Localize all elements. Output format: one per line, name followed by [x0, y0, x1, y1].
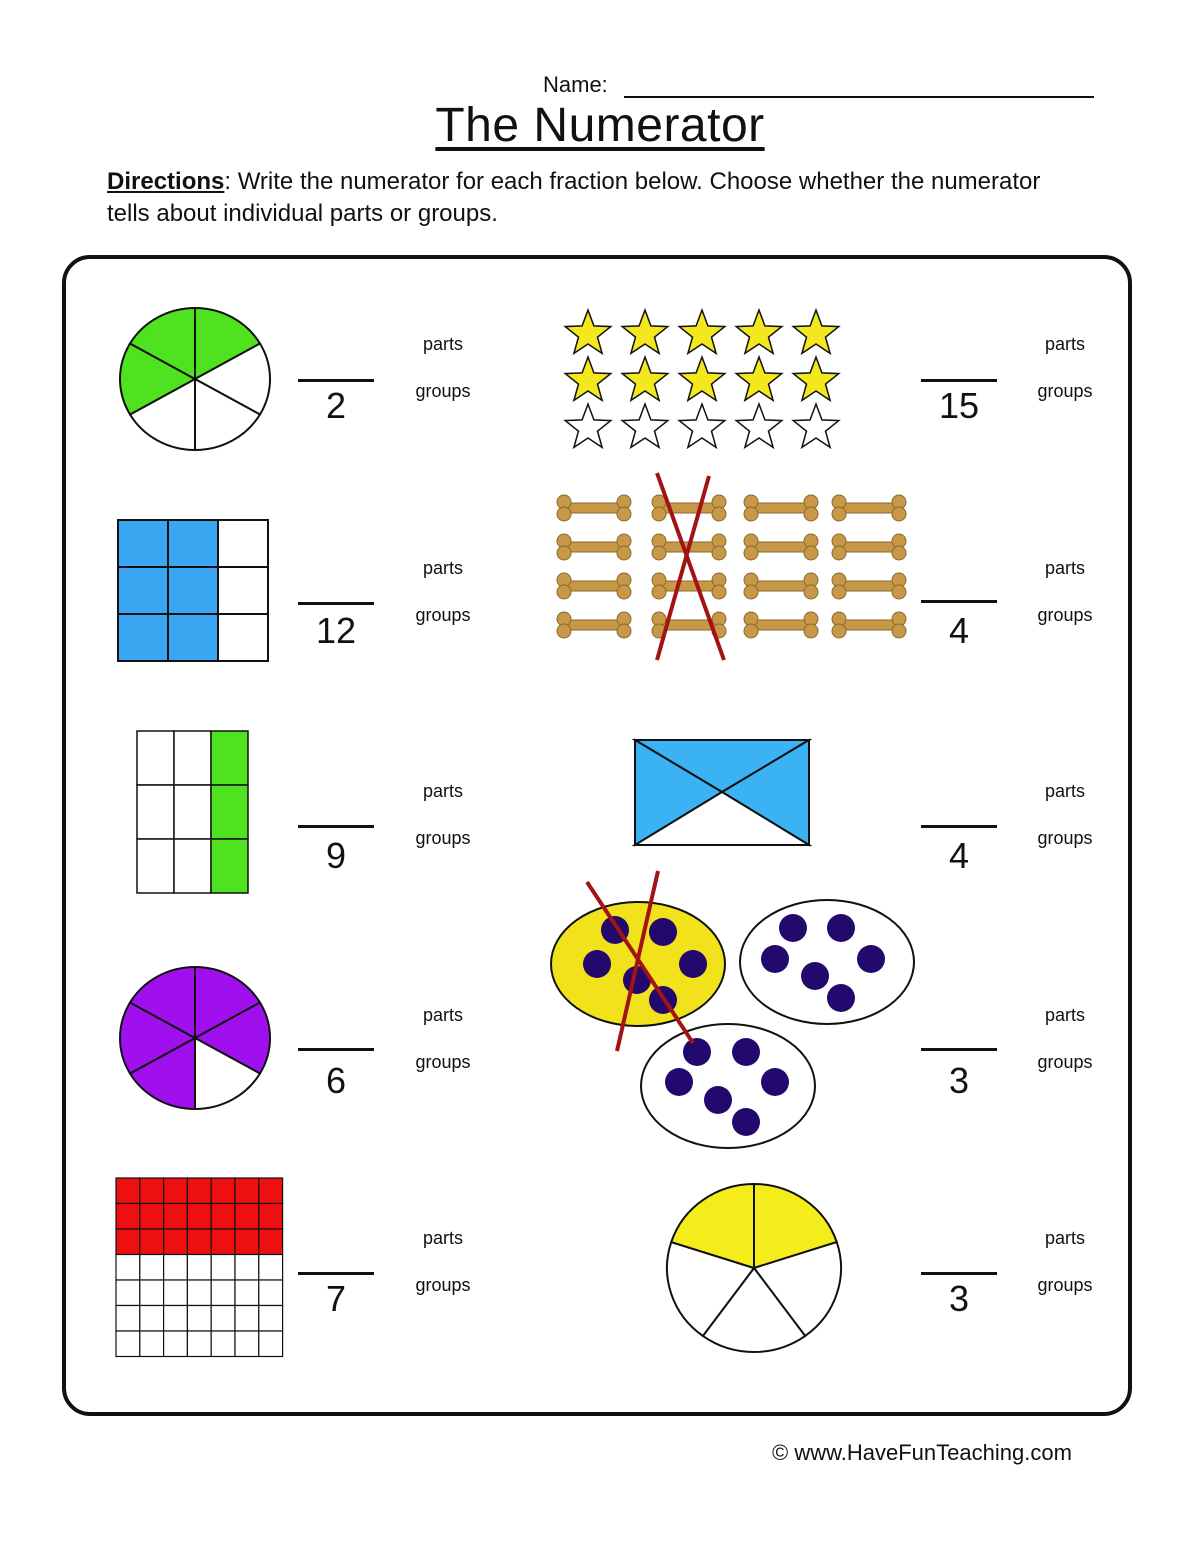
choice-groups[interactable]: groups [1037, 1275, 1093, 1295]
star [793, 310, 839, 353]
grid-cell [259, 1229, 283, 1255]
bones-figure [552, 468, 917, 668]
grid-cell [211, 1331, 235, 1357]
choice-groups[interactable]: groups [1037, 605, 1093, 625]
star [736, 310, 782, 353]
grid-cell [235, 1331, 259, 1357]
circle-fraction-figure [115, 962, 275, 1114]
grid-cell [140, 1229, 164, 1255]
grid-cell [211, 731, 248, 785]
grid-cell [211, 1306, 235, 1332]
numerator-blank[interactable] [298, 1272, 374, 1275]
dot [649, 918, 677, 946]
star [565, 404, 611, 447]
triangles-figure [632, 737, 812, 849]
choice-groups[interactable]: groups [415, 381, 471, 401]
grid-cell [137, 839, 174, 893]
star [622, 404, 668, 447]
circle-fraction-figure [115, 303, 275, 455]
grid-cell [235, 1280, 259, 1306]
grid-cell [164, 1306, 188, 1332]
denominator: 9 [325, 835, 347, 876]
denominator: 3 [948, 1060, 970, 1101]
grid-cell [116, 1204, 140, 1230]
grid-cell [140, 1255, 164, 1281]
bone [832, 573, 906, 599]
grid-cell [140, 1204, 164, 1230]
grid-cell [211, 1204, 235, 1230]
numerator-blank[interactable] [298, 825, 374, 828]
page-title: The Numerator [435, 99, 765, 152]
numerator-blank[interactable] [298, 602, 374, 605]
numerator-blank[interactable] [921, 379, 997, 382]
bone [557, 612, 631, 638]
grid-cell [140, 1280, 164, 1306]
grid-cell [174, 785, 211, 839]
grid-cell [140, 1331, 164, 1357]
copyright-footer: © www.HaveFunTeaching.com [772, 1440, 1072, 1465]
bone [652, 495, 726, 521]
dot [827, 914, 855, 942]
numerator-blank[interactable] [921, 1048, 997, 1051]
grid-cell [218, 614, 268, 661]
grid-cell [116, 1178, 140, 1204]
grid-cell [187, 1331, 211, 1357]
grid-cell [187, 1178, 211, 1204]
grid-cell [211, 1255, 235, 1281]
grid-cell [235, 1255, 259, 1281]
choice-parts[interactable]: parts [422, 558, 464, 578]
bone [832, 534, 906, 560]
dot [801, 962, 829, 990]
choice-groups[interactable]: groups [415, 1275, 471, 1295]
dot [761, 1068, 789, 1096]
choice-parts[interactable]: parts [422, 334, 464, 354]
directions-text: : Write the numerator for each fraction below. Choose whether the numerator tells about individual parts or groups. [107, 168, 1041, 227]
grid-cell [211, 839, 248, 893]
dot [732, 1038, 760, 1066]
choice-parts[interactable]: parts [1044, 1228, 1086, 1248]
grid-cell [211, 1229, 235, 1255]
grid-cell [187, 1280, 211, 1306]
star [736, 404, 782, 447]
grid-cell [164, 1280, 188, 1306]
star [565, 310, 611, 353]
denominator: 3 [948, 1278, 970, 1319]
grid-cell [164, 1229, 188, 1255]
bone [557, 534, 631, 560]
choice-parts[interactable]: parts [1044, 334, 1086, 354]
grid-cell [211, 785, 248, 839]
denominator: 12 [315, 610, 357, 651]
denominator: 15 [938, 385, 980, 426]
dot [827, 984, 855, 1012]
bone [557, 573, 631, 599]
grid-cell [211, 1178, 235, 1204]
bone [744, 534, 818, 560]
grid-cell [116, 1280, 140, 1306]
dot [732, 1108, 760, 1136]
rectangle-fraction-figure [135, 729, 251, 896]
choice-parts[interactable]: parts [422, 1005, 464, 1025]
grid-cell [164, 1204, 188, 1230]
choice-groups[interactable]: groups [415, 1052, 471, 1072]
choice-groups[interactable]: groups [1037, 1052, 1093, 1072]
grid-cell [164, 1255, 188, 1281]
bone [652, 573, 726, 599]
numerator-blank[interactable] [921, 1272, 997, 1275]
bone [557, 495, 631, 521]
directions-label: Directions [107, 168, 225, 195]
grid-cell [118, 520, 168, 567]
numerator-blank[interactable] [298, 1048, 374, 1051]
dot [583, 950, 611, 978]
grid-cell [235, 1178, 259, 1204]
choice-groups[interactable]: groups [415, 605, 471, 625]
grid-cell [140, 1178, 164, 1204]
dot [679, 950, 707, 978]
grid-cell [259, 1204, 283, 1230]
dot [857, 945, 885, 973]
star [793, 357, 839, 400]
grid-cell [116, 1331, 140, 1357]
choice-parts[interactable]: parts [1044, 558, 1086, 578]
grid-cell [140, 1306, 164, 1332]
star [622, 310, 668, 353]
grid-cell [259, 1331, 283, 1357]
bone [832, 495, 906, 521]
dot [779, 914, 807, 942]
grid-cell [168, 520, 218, 567]
grid-cell [118, 614, 168, 661]
dot [683, 1038, 711, 1066]
grid-cell [187, 1255, 211, 1281]
numerator-blank[interactable] [298, 379, 374, 382]
star [679, 357, 725, 400]
grid-cell [174, 839, 211, 893]
bone [744, 495, 818, 521]
grid-cell [187, 1229, 211, 1255]
grid-cell [218, 520, 268, 567]
grid-cell [116, 1306, 140, 1332]
dot-ovals-figure [545, 868, 920, 1153]
grid-cell [137, 731, 174, 785]
grid-cell [116, 1229, 140, 1255]
dot [665, 1068, 693, 1096]
circle-fraction-figure [662, 1181, 846, 1355]
star [679, 310, 725, 353]
grid-cell [164, 1331, 188, 1357]
choice-parts[interactable]: parts [422, 781, 464, 801]
grid-cell [187, 1306, 211, 1332]
grid-cell [168, 567, 218, 614]
numerator-blank[interactable] [921, 825, 997, 828]
grid-cell [174, 731, 211, 785]
choice-groups[interactable]: groups [1037, 381, 1093, 401]
star [622, 357, 668, 400]
grid-cell [168, 614, 218, 661]
choice-groups[interactable]: groups [415, 828, 471, 848]
bone [744, 573, 818, 599]
denominator: 6 [325, 1060, 347, 1101]
stars-figure [560, 306, 850, 456]
dot [704, 1086, 732, 1114]
grid-cell [116, 1255, 140, 1281]
denominator: 4 [948, 610, 970, 651]
denominator: 4 [948, 835, 970, 876]
grid-cell [137, 785, 174, 839]
grid-cell [187, 1204, 211, 1230]
grid-fraction-figure [115, 1177, 287, 1362]
grid-cell [218, 567, 268, 614]
denominator: 7 [325, 1278, 347, 1319]
dot [761, 945, 789, 973]
star [793, 404, 839, 447]
grid-cell [164, 1178, 188, 1204]
bone [744, 612, 818, 638]
numerator-blank[interactable] [921, 600, 997, 603]
star [679, 404, 725, 447]
denominator: 2 [325, 385, 347, 426]
grid-cell [118, 567, 168, 614]
grid-cell [235, 1306, 259, 1332]
grid-cell [259, 1280, 283, 1306]
grid-cell [259, 1178, 283, 1204]
choice-parts[interactable]: parts [1044, 781, 1086, 801]
grid-cell [259, 1306, 283, 1332]
grid-cell [259, 1255, 283, 1281]
choice-parts[interactable]: parts [422, 1228, 464, 1248]
grid-cell [235, 1204, 259, 1230]
name-label: Name: [543, 72, 608, 97]
grid-cell [211, 1280, 235, 1306]
bone [832, 612, 906, 638]
star [565, 357, 611, 400]
rectangle-fraction-figure [116, 518, 272, 664]
choice-groups[interactable]: groups [1037, 828, 1093, 848]
directions [107, 166, 1067, 230]
grid-cell [235, 1229, 259, 1255]
star [736, 357, 782, 400]
choice-parts[interactable]: parts [1044, 1005, 1086, 1025]
